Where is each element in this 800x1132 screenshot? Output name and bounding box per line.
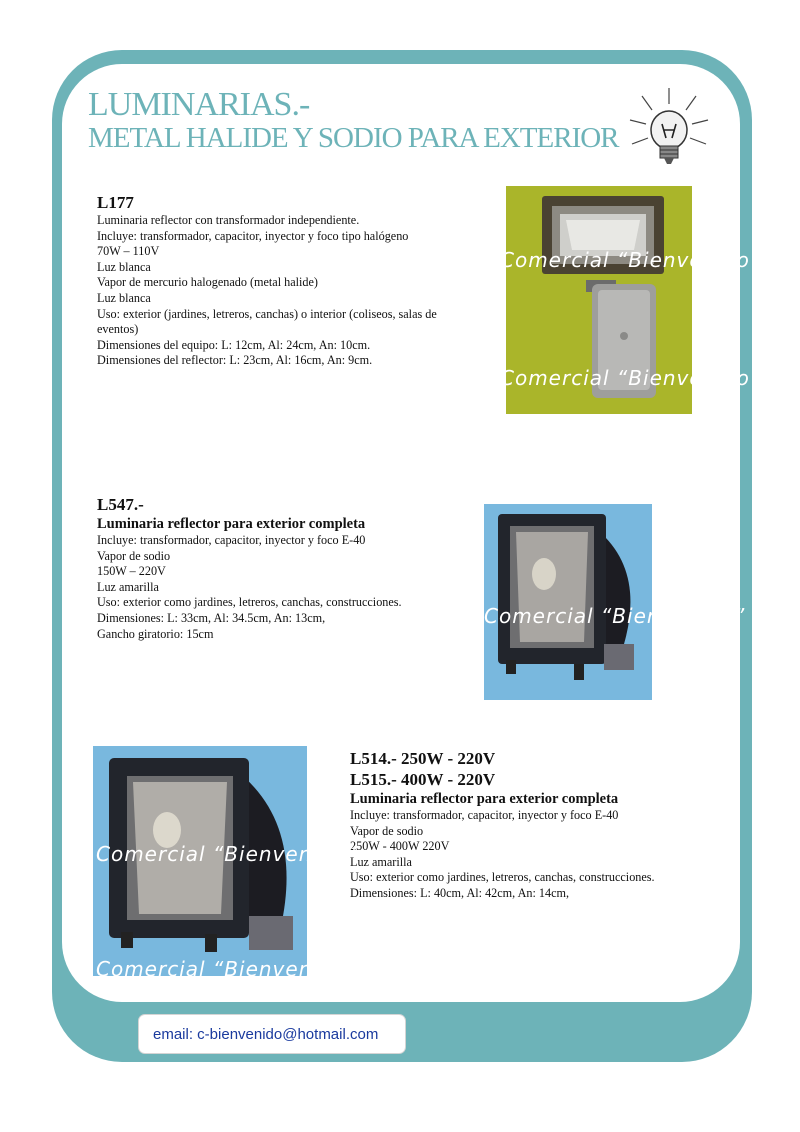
product-detail: Dimensiones: L: 40cm, Al: 42cm, An: 14cm, [350,885,570,900]
product-detail: Luz amarilla [350,854,412,869]
product-detail: Uso: exterior como jardines, letreros, canchas, construcciones. [350,870,655,885]
product-detail: Luz amarilla [97,579,159,594]
product-code: L515.- 400W - 220V [350,770,496,789]
lightbulb-icon [628,86,710,172]
product-detail: Vapor de sodio [97,548,171,563]
page-title: LUMINARIAS.- [88,86,310,123]
product-subtitle: Luminaria reflector para exterior completa [97,516,366,532]
product-code: L177 [97,193,134,212]
product-detail: Uso: exterior como jardines, letreros, canchas, construcciones. [97,595,402,610]
product-detail: 150W – 220V [97,564,166,579]
page-subtitle: METAL HALIDE Y SODIO PARA EXTERIOR [88,122,619,154]
product-detail: Incluye: transformador, capacitor, inyector y foco tipo halógeno [97,228,409,243]
product-detail: Luminaria reflector con transformador independiente. [97,213,360,227]
product-detail: Vapor de sodio [350,823,424,838]
email-box [138,1014,406,1054]
product-detail: Uso: exterior (jardines, letreros, canchas) o interior (coliseos, salas de [97,306,437,321]
product-detail: Dimensiones del reflector: L: 23cm, Al: 16cm, An: 9cm. [97,353,373,368]
product-l177 [97,192,487,369]
watermark: Comercial “Bienvenido” [96,842,358,866]
product-photo-l547 [484,504,652,700]
product-code: L514.- 250W - 220V [350,749,496,768]
watermark: Comercial “Bienvenido” [484,604,746,628]
product-code: L547.- [97,495,144,514]
product-detail: Dimensiones: L: 33cm, Al: 34.5cm, An: 13cm, [97,610,326,625]
product-detail: 70W – 110V [97,244,160,259]
product-detail: Incluye: transformador, capacitor, inyector y foco E-40 [350,808,619,822]
product-detail: Luz blanca [97,290,151,305]
watermark: Comercial “Bienvenido” [500,248,762,272]
email-link[interactable]: email: c-bienvenido@hotmail.com [153,1026,379,1043]
product-detail: eventos) [97,322,139,337]
product-detail: Luz blanca [97,259,151,274]
product-subtitle: Luminaria reflector para exterior completa [350,791,619,807]
product-detail: Dimensiones del equipo: L: 12cm, Al: 24cm, An: 10cm. [97,337,371,352]
watermark: Comercial “Bienvenido” [500,366,762,390]
product-l514-l515 [350,748,710,902]
product-detail: Gancho giratorio: 15cm [97,626,214,641]
product-detail: Vapor de mercurio halogenado (metal halide) [97,275,318,290]
product-detail: 250W - 400W 220V [350,839,450,854]
product-l547 [97,494,477,642]
product-detail: Incluye: transformador, capacitor, inyector y foco E-40 [97,533,366,547]
watermark: Comercial “Bienvenido” [96,957,358,981]
